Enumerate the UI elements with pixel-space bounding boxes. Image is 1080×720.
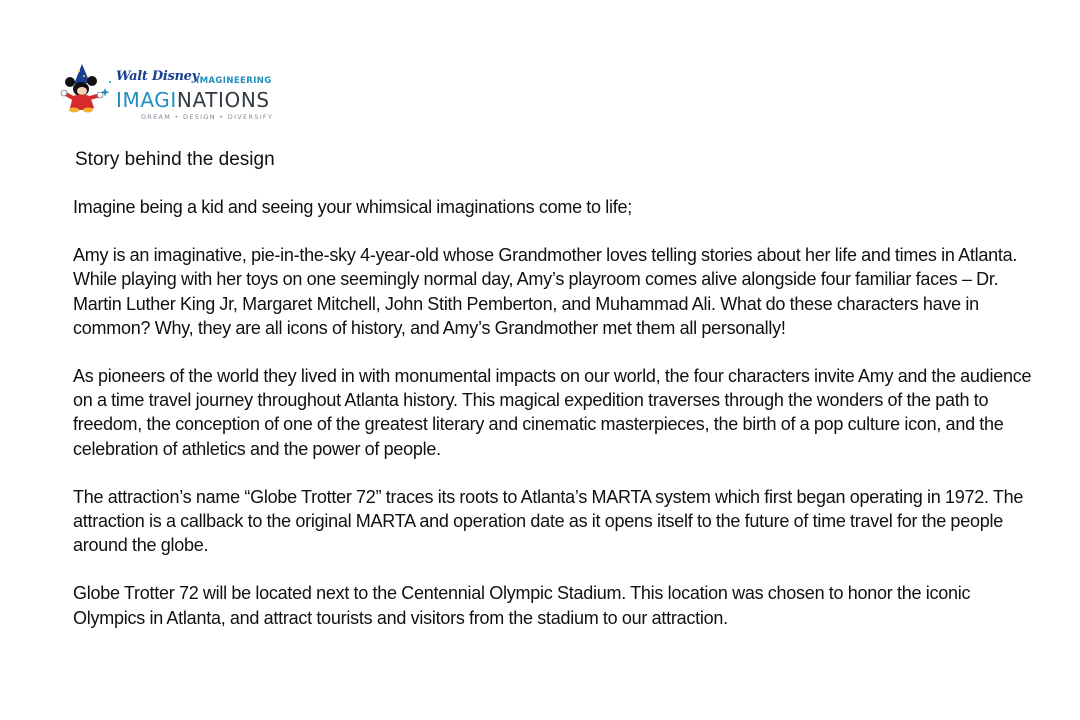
imagineering-wordmark: IMAGINEERING [196, 76, 272, 86]
page-heading: Story behind the design [75, 149, 275, 170]
imaginations-suffix: NATIONS [176, 88, 270, 112]
walt-disney-wordmark: Walt Disney [116, 69, 199, 84]
paragraph-pioneers: As pioneers of the world they lived in with monumental impacts on our world, the four characters invite Amy and the audience on a time travel journey throughout Atlanta history. This magical expedition traverses through the wonders of the path to freedom, the conception of one of the greatest literary and cinematic masterpieces, the birth of a pop culture icon, and the celebration of athletics and the power of people. [73, 366, 1032, 459]
paragraph-attraction-name: The attraction’s name “Globe Trotter 72” traces its roots to Atlanta’s MARTA system which first began operating in 1972. The attraction is a callback to the original MARTA and operation date as it opens itself to the future of time travel for the people around the globe. [73, 486, 1024, 556]
logo-tagline: DREAM • DESIGN • DIVERSIFY [141, 113, 274, 121]
paragraph-intro: Imagine being a kid and seeing your whimsical imaginations come to life; [73, 197, 633, 217]
sorcerer-mickey-icon [60, 62, 116, 114]
imaginations-logo [60, 62, 280, 126]
paragraph-location: Globe Trotter 72 will be located next to the Centennial Olympic Stadium. This location was chosen to honor the iconic Olympics in Atlanta, and attract tourists and visitors from the stadium to our attraction. [73, 583, 971, 628]
paragraph-amy: Amy is an imaginative, pie-in-the-sky 4-year-old whose Grandmother loves telling stories about her life and times in Atlanta. While playing with her toys on one seemingly normal day, Amy’s playroom comes alive alongside four familiar faces – Dr. Martin Luther King Jr, Margaret Mitchell, John Stith Pemberton, and Muhammad Ali. What do these characters have in common? Why, they are all icons of history, and Amy’s Grandmother met them all personally! [73, 245, 1018, 338]
imaginations-prefix: IMAGI [116, 88, 177, 112]
imaginations-wordmark [116, 88, 270, 112]
story-body [73, 195, 1033, 654]
